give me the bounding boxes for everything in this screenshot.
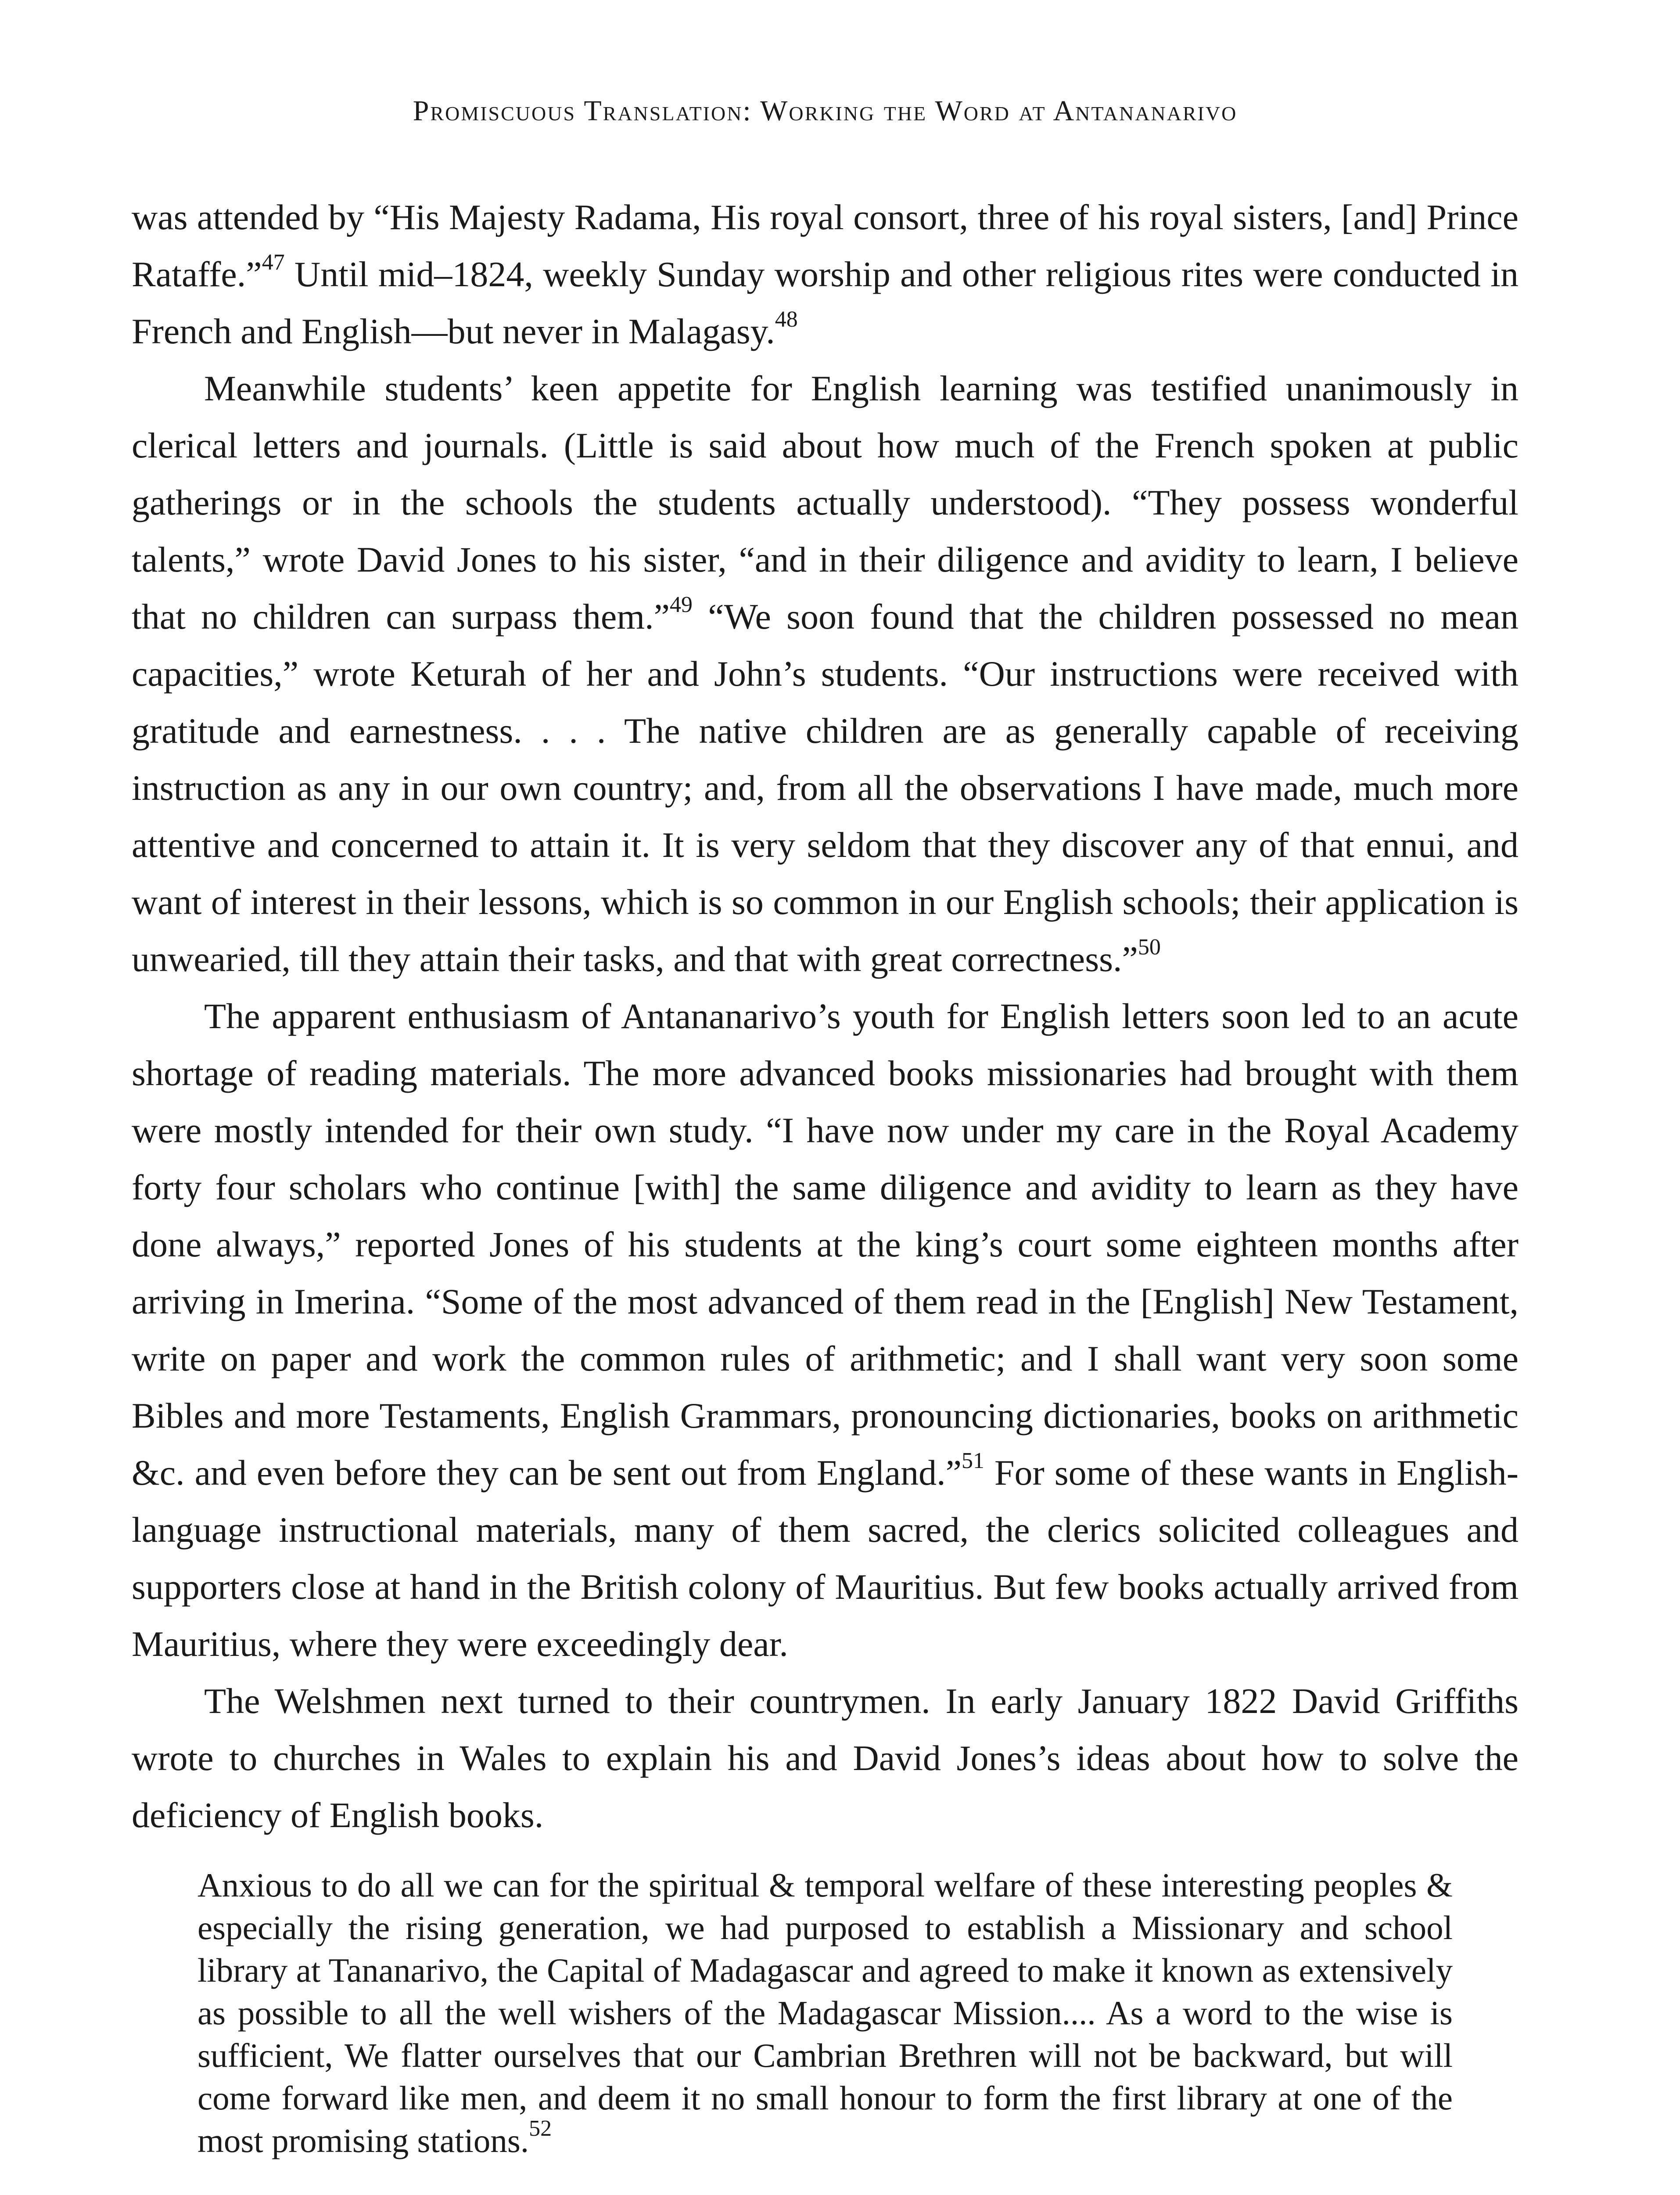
block-quotation-text: Anxious to do all we can for the spiritual & temporal welfare of these interesting peoples & especially the rising generation, we had purposed to establish a Missionary and school library at Tananarivo, the Capital of Madagascar and agreed to make it known as extensively as possible to all the well wishers of the Madagascar Mission.... As a word to the wise is sufficient, We flatter ourselves that our Cambrian Brethren will not be backward, but will come forward like men, and deem it no small honour to form the first library at one of the most promising stations. <box>197 1866 1453 2159</box>
block-quotation <box>197 1864 1453 2162</box>
paragraph-1-text-a: was attended by “His Majesty Radama, His royal consort, three of his royal sisters, [and] Prince Rataffe.” <box>132 197 1518 294</box>
footnote-ref-49[interactable]: 49 <box>670 592 693 617</box>
footnote-ref-51[interactable]: 51 <box>962 1448 984 1473</box>
paragraph-4 <box>132 1673 1518 1844</box>
body-text <box>132 189 1518 2195</box>
footnote-ref-48[interactable]: 48 <box>775 306 798 332</box>
paragraph-5 <box>132 2188 1518 2195</box>
paragraph-4-text: The Welshmen next turned to their countrymen. In early January 1822 David Griffiths wrote to churches in Wales to explain his and David Jones’s ideas about how to solve the deficiency of English books. <box>132 1681 1518 1835</box>
paragraph-2-text-b: “We soon found that the children possessed no mean capacities,” wrote Keturah of her and John’s students. “Our instructions were received with gratitude and earnestness. . . . The native children are as generally capable of receiving instruction as any in our own country; and, from all the observations I have made, much more attentive and concerned to attain it. It is very seldom that they discover any of that ennui, and want of interest in their lessons, which is so common in our English schools; their application is unwearied, till they attain their tasks, and that with great correctness.” <box>132 597 1518 979</box>
running-head: Promiscuous Translation: Working the Word at Antananarivo <box>413 95 1238 127</box>
paragraph-2 <box>132 360 1518 988</box>
footnote-ref-47[interactable]: 47 <box>262 249 285 275</box>
paragraph-1-text-b: Until mid–1824, weekly Sunday worship and other religious rites were conducted in French and English—but never in Malagasy. <box>132 254 1518 351</box>
footnote-ref-50[interactable]: 50 <box>1138 934 1161 960</box>
paragraph-2-text-a: Meanwhile students’ keen appetite for English learning was testified unanimously in clerical letters and journals. (Little is said about how much of the French spoken at public gatherings or in the schools the students actually understood). “They possess wonderful talents,” wrote David Jones to his sister, “and in their diligence and avidity to learn, I believe that no children can surpass them.” <box>132 368 1518 637</box>
footnote-ref-52[interactable]: 52 <box>529 2116 552 2141</box>
paragraph-3-text-a: The apparent enthusiasm of Antananarivo’s youth for English letters soon led to an acute shortage of reading materials. The more advanced books missionaries had brought with them were mostly intended for their own study. “I have now under my care in the Royal Academy forty four scholars who continue [with] the same diligence and avidity to learn as they have done always,” reported Jones of his students at the king’s court some eighteen months after arriving in Imerina. “Some of the most advanced of them read in the [English] New Testament, write on paper and work the common rules of arithmetic; and I shall want very soon some Bibles and more Testaments, English Grammars, pronouncing dictionaries, books on arithmetic &c. and even before they can be sent out from England.” <box>132 996 1518 1493</box>
paragraph-3-text-b: For some of these wants in English-language instructional materials, many of them sacred, the clerics solicited colleagues and supporters close at hand in the British colony of Mauritius. But few books actually arrived from Mauritius, where they were exceedingly dear. <box>132 1453 1518 1664</box>
paragraph-3 <box>132 988 1518 1673</box>
paragraph-1 <box>132 189 1518 360</box>
